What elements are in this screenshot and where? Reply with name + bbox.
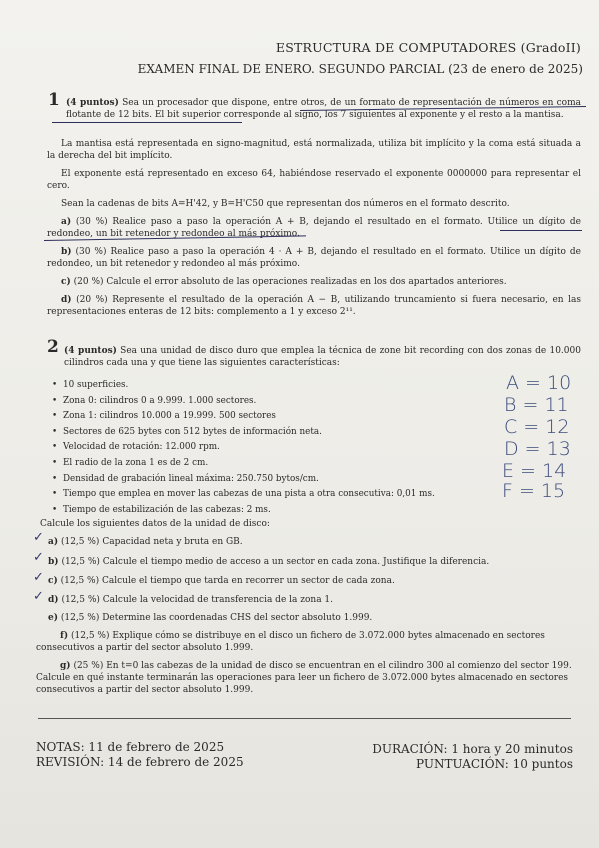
problem-2-intro — [64, 345, 581, 369]
problem-2-number: 2 — [47, 337, 59, 357]
problem-2-item-d — [48, 594, 581, 606]
item-label: a) — [48, 537, 59, 547]
item-label: b) — [48, 557, 59, 567]
footer-divider — [38, 718, 571, 719]
item-text: Determine las coordenadas CHS del sector absoluto 1.999. — [102, 613, 373, 623]
item-percent: (20 %) — [73, 277, 104, 287]
problem-1-number: 1 — [48, 90, 60, 110]
item-label: g) — [60, 661, 71, 671]
calc-intro: Calcule los siguientes datos de la unidad de disco: — [40, 519, 270, 529]
list-item: • El radio de la zona 1 es de 2 cm. — [52, 456, 435, 472]
check-mark-icon: ✓ — [33, 550, 44, 565]
item-text: Calcule el error absoluto de las operaciones realizadas en los dos apartados anteriores. — [106, 277, 507, 287]
item-percent: (12,5 %) — [61, 595, 100, 605]
problem-2-item-g — [36, 660, 581, 696]
footer-notas: NOTAS: 11 de febrero de 2025 — [36, 740, 225, 754]
problem-1-intro-text: Sea un procesador que dispone, entre otros, de un formato de representación de números en coma flotante de 12 bits. El bit superior corresponde al signo, los 7 siguientes al exponente y el resto a la mantisa. — [66, 98, 581, 120]
item-label: a) — [61, 217, 72, 227]
item-percent: (25 %) — [73, 661, 104, 671]
pen-underline — [500, 230, 582, 231]
problem-2-item-e — [48, 612, 581, 624]
list-item: • Sectores de 625 bytes con 512 bytes de información neta. — [52, 425, 435, 441]
item-label: d) — [48, 595, 59, 605]
item-percent: (20 %) — [76, 295, 108, 305]
handwritten-note: B = 11 — [504, 394, 569, 416]
item-text: En t=0 las cabezas de la unidad de disco se encuentran en el cilindro 300 al comienzo del sector 199. Calcule en qué instante terminarán las operaciones para leer un fichero de 3.072.000 bytes almacenado en sectores consecutivos a partir del sector absoluto 1.999. — [36, 661, 572, 695]
item-label: c) — [61, 277, 71, 287]
check-mark-icon: ✓ — [33, 589, 44, 604]
item-text: Capacidad neta y bruta en GB. — [102, 537, 243, 547]
handwritten-note: F = 15 — [502, 480, 566, 502]
item-text: Calcule el tiempo que tarda en recorrer un sector de cada zona. — [101, 576, 395, 586]
item-label: e) — [48, 613, 58, 623]
footer-revision: REVISIÓN: 14 de febrero de 2025 — [36, 755, 244, 769]
item-label: f) — [60, 631, 69, 641]
item-text: Explique cómo se distribuye en el disco un fichero de 3.072.000 bytes almacenado en sectores consecutivos a partir del sector absoluto 1.999. — [36, 631, 545, 653]
item-percent: (12,5 %) — [60, 613, 100, 623]
item-label: c) — [48, 576, 58, 586]
list-item: • Tiempo que emplea en mover las cabezas de una pista a otra consecutiva: 0,01 ms. — [52, 487, 435, 503]
handwritten-note: D = 13 — [504, 438, 571, 460]
problem-2-item-c — [48, 575, 581, 587]
item-percent: (12,5 %) — [60, 537, 100, 547]
item-percent: (30 %) — [75, 247, 107, 257]
problem-2-item-a — [48, 536, 581, 548]
problem-1-item-d — [47, 294, 581, 318]
handwritten-note: E = 14 — [502, 460, 567, 482]
list-item: • Velocidad de rotación: 12.000 rpm. — [52, 440, 435, 456]
item-text: Realice paso a paso la operación 4 · A + B, dejando el resultado en el formato. Utilice un dígito de redondeo, un bit retenedor y redondeo al más próximo. — [47, 247, 581, 269]
check-mark-icon: ✓ — [33, 570, 44, 585]
item-percent: (12,5 %) — [71, 631, 110, 641]
problem-2-item-f — [36, 630, 581, 654]
problem-1-item-c — [47, 276, 581, 288]
problem-2-points: (4 puntos) — [64, 346, 117, 356]
item-percent: (12,5 %) — [61, 557, 100, 567]
list-item: • Zona 1: cilindros 10.000 a 19.999. 500 sectores — [52, 409, 435, 425]
footer-puntuacion: PUNTUACIÓN: 10 puntos — [415, 757, 573, 771]
check-mark-icon: ✓ — [33, 530, 44, 545]
item-text: Calcule la velocidad de transferencia de la zona 1. — [102, 595, 334, 605]
item-label: b) — [61, 247, 72, 257]
list-item: • Tiempo de estabilización de las cabezas: 2 ms. — [52, 503, 435, 519]
problem-1-points: (4 puntos) — [66, 98, 119, 108]
problem-2-intro-text: Sea una unidad de disco duro que emplea la técnica de zone bit recording con dos zonas de 10.000 cilindros cada una y que tiene las siguientes características: — [64, 346, 581, 368]
disk-features-list — [52, 378, 435, 518]
item-text: Calcule el tiempo medio de acceso a un sector en cada zona. Justifique la diferencia. — [102, 557, 490, 567]
item-percent: (30 %) — [75, 217, 108, 227]
item-text: Realice paso a paso la operación A + B, dejando el resultado en el formato. Utilice un dígito de redondeo, un bit retenedor y redondeo al más próximo. — [47, 217, 581, 239]
handwritten-note: A = 10 — [506, 372, 572, 394]
problem-1-item-b — [47, 246, 581, 270]
problem-1-exponent-text: El exponente está representado en exceso 64, habiéndose reservado el exponente 0000000 para representar el cero. — [47, 169, 581, 191]
list-item: • Densidad de grabación lineal máxima: 250.750 bytos/cm. — [52, 472, 435, 488]
problem-2-item-b — [48, 556, 581, 568]
problem-1-item-a — [47, 216, 581, 240]
item-percent: (12,5 %) — [60, 576, 100, 586]
pen-underline — [52, 122, 242, 123]
course-title: ESTRUCTURA DE COMPUTADORES (GradoII) — [275, 40, 581, 55]
list-item: • Zona 0: cilindros 0 a 9.999. 1.000 sectores. — [52, 394, 435, 410]
item-text: Represente el resultado de la operación A − B, utilizando truncamiento si fuera necesario, en las representaciones enteras de 12 bits: complemento a 1 y exceso 2¹¹. — [47, 295, 581, 317]
item-label: d) — [61, 295, 72, 305]
exam-title: EXAMEN FINAL DE ENERO. SEGUNDO PARCIAL (23 de enero de 2025) — [137, 62, 583, 76]
list-item: • 10 superficies. — [52, 378, 435, 394]
footer-duracion: DURACIÓN: 1 hora y 20 minutos — [372, 742, 573, 756]
handwritten-note: C = 12 — [504, 416, 570, 438]
problem-1-strings-text: Sean la cadenas de bits A=H'42, y B=H'C50 que representan dos números en el formato descrito. — [61, 199, 510, 209]
problem-1-mantissa-text: La mantisa está representada en signo-magnitud, está normalizada, utiliza bit implícito y la coma está situada a la derecha del bit implícito. — [47, 139, 581, 161]
